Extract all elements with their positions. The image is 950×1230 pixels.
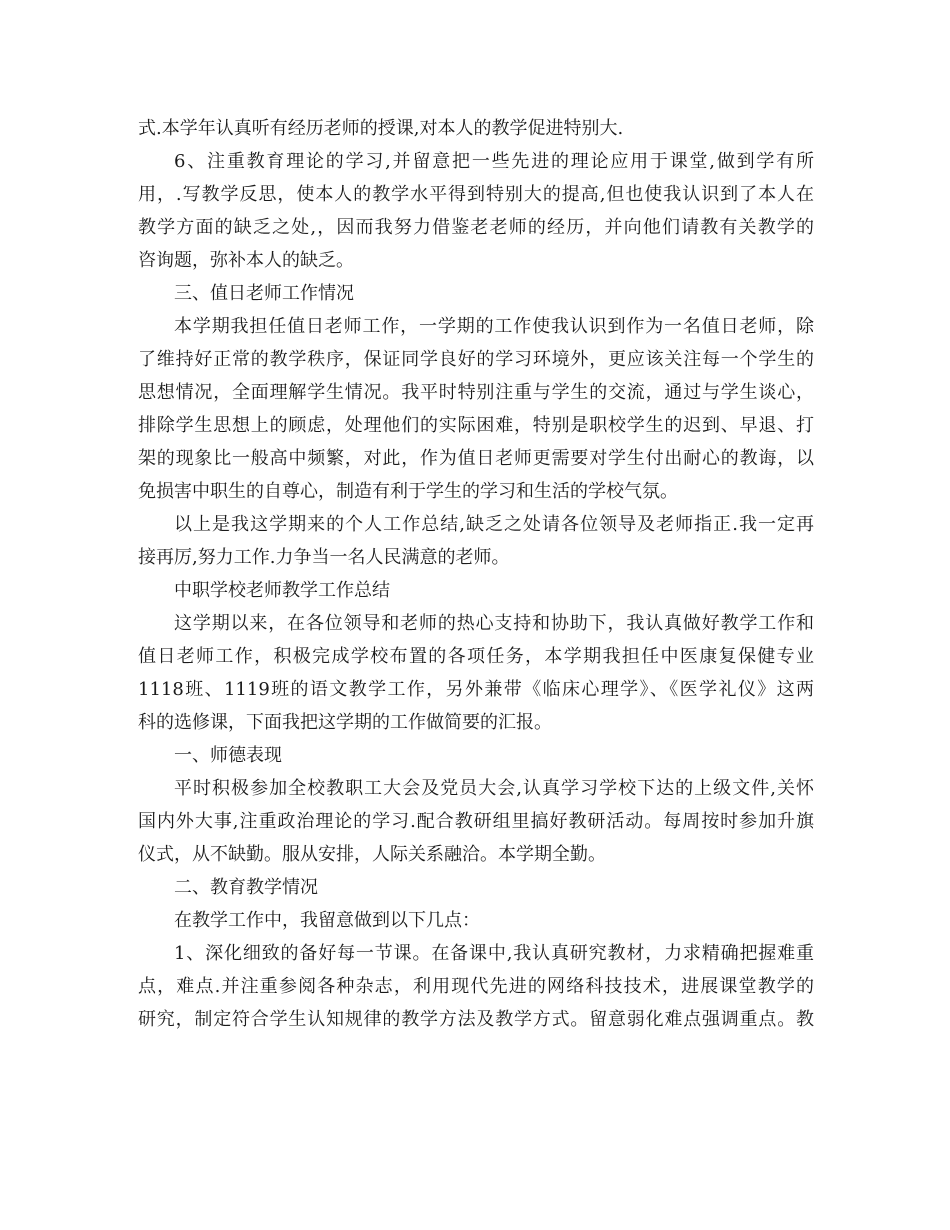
text-line: 二、教育教学情况: [174, 877, 318, 898]
text-line: 思想情况，全面理解学生情况。我平时特别注重与学生的交流，通过与学生谈心，: [138, 382, 814, 403]
paragraph: [138, 937, 814, 1036]
text-line: 值日老师工作，积极完成学校布置的各项任务，本学期我担任中医康复保健专业: [138, 646, 814, 667]
text-line: 6、注重教育理论的学习,并留意把一些先进的理论应用于课堂,做到学有所: [174, 151, 814, 172]
text-line: 研究，制定符合学生认知规律的教学方法及教学方式。留意弱化难点强调重点。教: [138, 1009, 814, 1030]
text-line: 排除学生思想上的顾虑，处理他们的实际困难，特别是职校学生的迟到、早退、打: [138, 415, 814, 436]
text-line: 用，.写教学反思，使本人的教学水平得到特别大的提高,但也使我认识到了本人在: [138, 184, 814, 205]
text-line: 这学期以来，在各位领导和老师的热心支持和协助下，我认真做好教学工作和: [174, 613, 814, 634]
text-line: 平时积极参加全校教职工大会及党员大会,认真学习学校下达的上级文件,关怀: [174, 778, 814, 799]
text-line: 架的现象比一般高中频繁，对此，作为值日老师更需要对学生付出耐心的教诲，以: [138, 448, 814, 469]
text-line: 点，难点.并注重参阅各种杂志，利用现代先进的网络科技技术，进展课堂教学的: [138, 976, 814, 997]
paragraph: [138, 772, 814, 871]
text-line: 以上是我这学期来的个人工作总结,缺乏之处请各位领导及老师指正.我一定再: [174, 514, 814, 535]
text-line: 三、值日老师工作情况: [174, 283, 354, 304]
paragraph: [138, 310, 814, 508]
text-line: 中职学校老师教学工作总结: [174, 580, 390, 601]
paragraph: [138, 607, 814, 739]
text-line: 1、深化细致的备好每一节课。在备课中,我认真研究教材，力求精确把握难重: [174, 943, 814, 964]
text-line: 免损害中职生的自尊心，制造有利于学生的学习和生活的学校气氛。: [138, 481, 678, 502]
text-line: 仪式，从不缺勤。服从安排，人际关系融洽。本学期全勤。: [138, 844, 606, 865]
text-line: 了维持好正常的教学秩序，保证同学良好的学习环境外，更应该关注每一个学生的: [138, 349, 814, 370]
paragraph: [138, 112, 814, 145]
text-line: 本学期我担任值日老师工作，一学期的工作使我认识到作为一名值日老师，除: [174, 316, 814, 337]
text-line: 1118班、1119班的语文教学工作，另外兼带《临床心理学》、《医学礼仪》这两: [138, 679, 814, 700]
text-line: 国内外大事,注重政治理论的学习.配合教研组里搞好教研活动。每周按时参加升旗: [138, 811, 814, 832]
text-line: 接再厉,努力工作.力争当一名人民满意的老师。: [138, 547, 510, 568]
text-line: 一、师德表现: [174, 745, 282, 766]
paragraph: [138, 739, 814, 772]
paragraph: [138, 145, 814, 277]
paragraph: [138, 574, 814, 607]
text-line: 咨询题，弥补本人的缺乏。: [138, 250, 354, 271]
paragraph: [138, 508, 814, 574]
text-line: 教学方面的缺乏之处,，因而我努力借鉴老老师的经历，并向他们请教有关教学的: [138, 217, 814, 238]
paragraph: [138, 904, 814, 937]
paragraph: [138, 871, 814, 904]
text-line: 科的选修课，下面我把这学期的工作做简要的汇报。: [138, 712, 552, 733]
text-line: 在教学工作中，我留意做到以下几点：: [174, 910, 480, 931]
paragraph: [138, 277, 814, 310]
document-body: [138, 112, 814, 1036]
text-line: 式.本学年认真听有经历老师的授课,对本人的教学促进特别大.: [138, 118, 624, 139]
